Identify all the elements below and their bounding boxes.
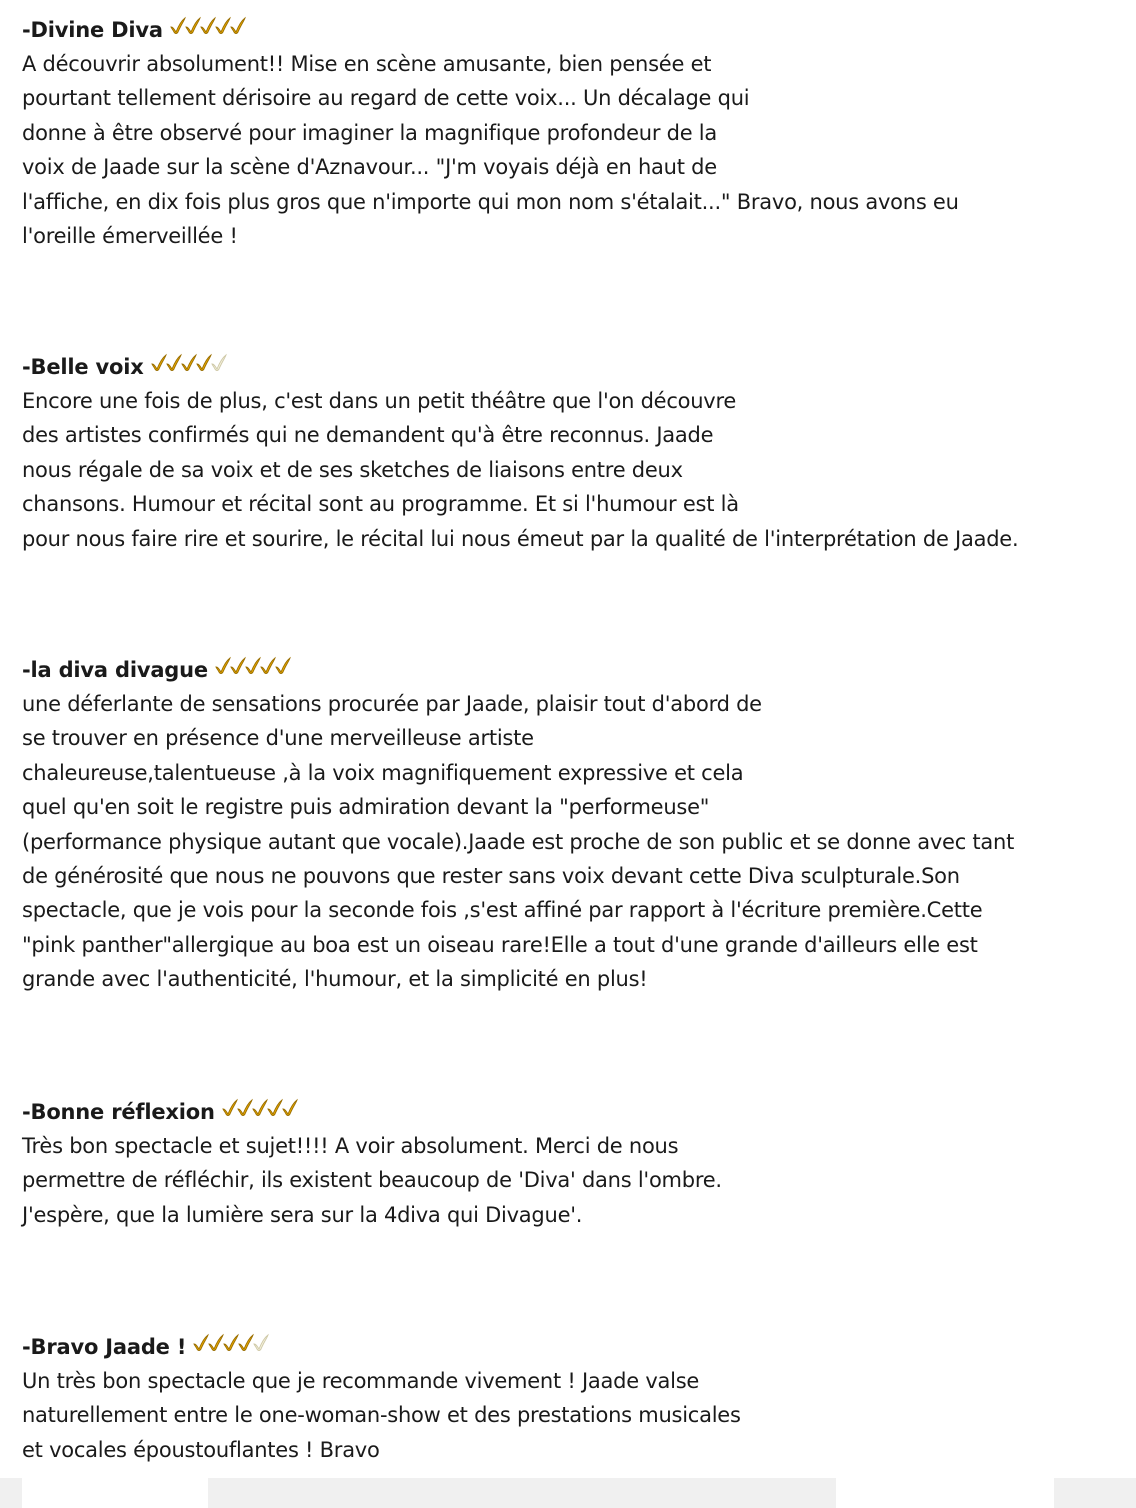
rating bbox=[150, 353, 229, 373]
rating-mark-filled-icon bbox=[246, 658, 260, 674]
review-title-text: -Belle voix bbox=[22, 355, 144, 379]
rating-mark-filled-icon bbox=[283, 1100, 297, 1116]
rating-mark-filled-icon bbox=[231, 658, 245, 674]
rating-mark-filled-icon bbox=[209, 1335, 223, 1351]
rating-mark-filled-icon bbox=[223, 1100, 237, 1116]
review-title bbox=[22, 13, 1122, 47]
rating-mark-filled-icon bbox=[261, 658, 275, 674]
bottom-patch-left bbox=[22, 1470, 208, 1508]
rating-mark-filled-icon bbox=[268, 1100, 282, 1116]
rating-icons bbox=[192, 1333, 271, 1353]
rating-mark-filled-icon bbox=[167, 355, 181, 371]
rating-mark-empty-icon bbox=[254, 1335, 268, 1351]
rating-mark-filled-icon bbox=[253, 1100, 267, 1116]
rating-mark-filled-icon bbox=[194, 1335, 208, 1351]
rating bbox=[169, 16, 248, 36]
rating-icons bbox=[221, 1098, 300, 1118]
review-body: Un très bon spectacle que je recommande vivement ! Jaade valse naturellement entre le one-woman-show et des prestations musicales et vocales époustouflantes ! Bravo bbox=[22, 1369, 741, 1462]
review-title-text: -Divine Diva bbox=[22, 18, 163, 42]
review-title-text: -la diva divague bbox=[22, 658, 208, 682]
review-body: une déferlante de sensations procurée par Jaade, plaisir tout d'abord de se trouver en présence d'une merveilleuse artiste chaleureuse,talentueuse ,à la voix magnifiquement expressive et cela quel qu'en soit le registre puis admiration devant la "performeuse" (performance physique autant que vocale).Jaade est proche de son public et se donne avec tant de générosité que nous ne pouvons que rester sans voix devant cette Diva sculpturale.Son spectacle, que je vois pour la seconde fois ,s'est affiné par rapport à l'écriture première.Cette "pink panther"allergique au boa est un oiseau rare!Elle a tout d'une grande d'ailleurs elle est grande avec l'authenticité, l'humour, et la simplicité en plus! bbox=[22, 692, 1015, 992]
review-body: Très bon spectacle et sujet!!!! A voir absolument. Merci de nous permettre de réfléchir, ils existent beaucoup de 'Diva' dans l'ombre. J'espère, que la lumière sera sur la 4diva qui Divague'. bbox=[22, 1134, 722, 1227]
rating-icons bbox=[150, 353, 229, 373]
review-title bbox=[22, 350, 1122, 384]
rating-mark-filled-icon bbox=[231, 18, 245, 34]
review-bravo-jaade bbox=[22, 1330, 1122, 1467]
bottom-patch-right bbox=[836, 1470, 1054, 1508]
rating-mark-filled-icon bbox=[216, 658, 230, 674]
review-body: A découvrir absolument!! Mise en scène amusante, bien pensée et pourtant tellement dérisoire au regard de cette voix... Un décalage qui donne à être observé pour imaginer la magnifique profondeur de la voix de Jaade sur la scène d'Aznavour... "J'm voyais déjà en haut de l'affiche, en dix fois plus gros que n'importe qui mon nom s'étalait..." Bravo, nous avons eu l'oreille émerveillée ! bbox=[22, 52, 959, 249]
rating-mark-filled-icon bbox=[186, 18, 200, 34]
rating bbox=[214, 656, 293, 676]
rating-mark-filled-icon bbox=[238, 1100, 252, 1116]
rating bbox=[221, 1098, 300, 1118]
rating-mark-filled-icon bbox=[152, 355, 166, 371]
rating-mark-filled-icon bbox=[216, 18, 230, 34]
review-title bbox=[22, 1095, 1122, 1129]
review-title bbox=[22, 1330, 1122, 1364]
review-title-text: -Bravo Jaade ! bbox=[22, 1335, 187, 1359]
rating-mark-filled-icon bbox=[276, 658, 290, 674]
rating-mark-filled-icon bbox=[182, 355, 196, 371]
rating-mark-filled-icon bbox=[197, 355, 211, 371]
rating-icons bbox=[169, 16, 248, 36]
review-body: Encore une fois de plus, c'est dans un petit théâtre que l'on découvre des artistes confirmés qui ne demandent qu'à être reconnus. Jaade nous régale de sa voix et de ses sketches de liaisons entre deux chansons. Humour et récital sont au programme. Et si l'humour est là pour nous faire rire et sourire, le récital lui nous émeut par la qualité de l'interprétation de Jaade. bbox=[22, 389, 1019, 551]
rating-mark-filled-icon bbox=[171, 18, 185, 34]
review-la-diva-divague bbox=[22, 653, 1122, 997]
rating bbox=[192, 1333, 271, 1353]
rating-icons bbox=[214, 656, 293, 676]
review-divine-diva bbox=[22, 13, 1122, 253]
rating-mark-filled-icon bbox=[239, 1335, 253, 1351]
review-title-text: -Bonne réflexion bbox=[22, 1100, 215, 1124]
review-bonne-reflexion bbox=[22, 1095, 1122, 1232]
rating-mark-filled-icon bbox=[224, 1335, 238, 1351]
review-title bbox=[22, 653, 1122, 687]
rating-mark-empty-icon bbox=[212, 355, 226, 371]
rating-mark-filled-icon bbox=[201, 18, 215, 34]
review-belle-voix bbox=[22, 350, 1122, 556]
